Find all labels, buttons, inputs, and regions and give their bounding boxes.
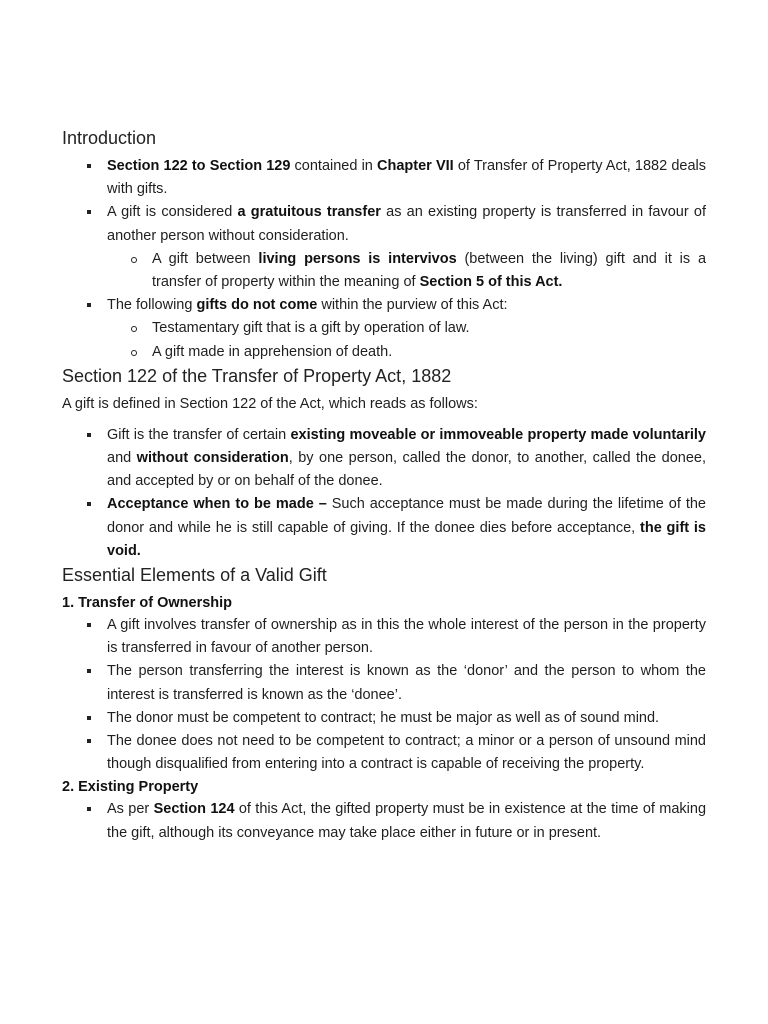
bold-text: without consideration (136, 450, 289, 467)
bold-text: living persons is intervivos (258, 250, 457, 267)
existing-property-list (62, 798, 706, 844)
text: within the purview of this Act: (317, 297, 508, 314)
list-item: A gift involves transfer of ownership as in this the whole interest of the person in the property is transferred in favour of another person. (62, 614, 706, 660)
list-item: The person transferring the interest is known as the ‘donor’ and the person to whom the interest is transferred is known as the ‘donee’. (62, 660, 706, 706)
sub-list (107, 248, 706, 294)
list-item: The donee does not need to be competent to contract; a minor or a person of unsound mind though disqualified from entering into a contract is capable of receiving the property. (62, 730, 706, 776)
section-122-list (62, 424, 706, 563)
text: Such acceptance must be made during the lifetime of the donor and while he is still capable of giving. If the donee dies before acceptance, (107, 496, 706, 536)
text: , by one person, called the donor, to another, called the donee, and accepted by or on behalf of the donee. (107, 450, 706, 490)
bold-text: Section 122 to Section 129 (107, 158, 291, 174)
text: As per (107, 801, 154, 818)
text: (between the living) gift and it is a transfer of property within the meaning of (152, 250, 707, 291)
transfer-of-ownership-list (62, 614, 706, 776)
list-item (62, 201, 706, 294)
subheading-transfer-of-ownership: 1. Transfer of Ownership (62, 595, 233, 612)
list-item (62, 294, 706, 364)
text: of Transfer of Property Act, 1882 deals with gifts. (107, 158, 706, 198)
bold-text: Acceptance when to be made – (107, 496, 327, 513)
subheading-existing-property: 2. Existing Property (62, 779, 199, 796)
heading-introduction: Introduction (62, 128, 157, 148)
text: A gift is considered (107, 204, 238, 221)
bold-text: a gratuitous transfer (237, 204, 381, 221)
list-item: The donor must be competent to contract; he must be major as well as of sound mind. (62, 707, 706, 730)
bold-text: Chapter VII (377, 158, 454, 174)
text: The following (107, 297, 197, 314)
list-item (62, 493, 706, 563)
list-item (62, 798, 706, 844)
sub-list (107, 317, 706, 363)
bold-text: the gift is void. (107, 519, 706, 559)
introduction-list (62, 155, 706, 364)
list-item (62, 424, 706, 494)
bold-text: Section 124 (153, 801, 235, 818)
sub-list-item: A gift made in apprehension of death. (107, 341, 706, 364)
document-page (62, 126, 706, 845)
text: Gift is the transfer of certain (107, 426, 291, 443)
bold-text: existing moveable or immoveable property made voluntarily (290, 426, 706, 443)
heading-essential-elements: Essential Elements of a Valid Gift (62, 565, 327, 586)
heading-section-122: Section 122 of the Transfer of Property Act, 1882 (62, 365, 452, 386)
bold-text: Section 5 of this Act. (419, 274, 563, 291)
sub-list-item: Testamentary gift that is a gift by operation of law. (107, 317, 706, 340)
text: contained in (290, 158, 378, 174)
section-122-intro-paragraph: A gift is defined in Section 122 of the Act, which reads as follows: (62, 395, 478, 412)
list-item (62, 155, 706, 201)
text: and (107, 450, 137, 467)
text: as an existing property is transferred in favour of another person without consideration. (107, 204, 706, 244)
text: of this Act, the gifted property must be in existence at the time of making the gift, although its conveyance may take place either in future or in present. (107, 801, 707, 841)
sub-list-item (107, 248, 706, 294)
bold-text: gifts do not come (196, 297, 318, 314)
text: A gift between (152, 250, 259, 267)
